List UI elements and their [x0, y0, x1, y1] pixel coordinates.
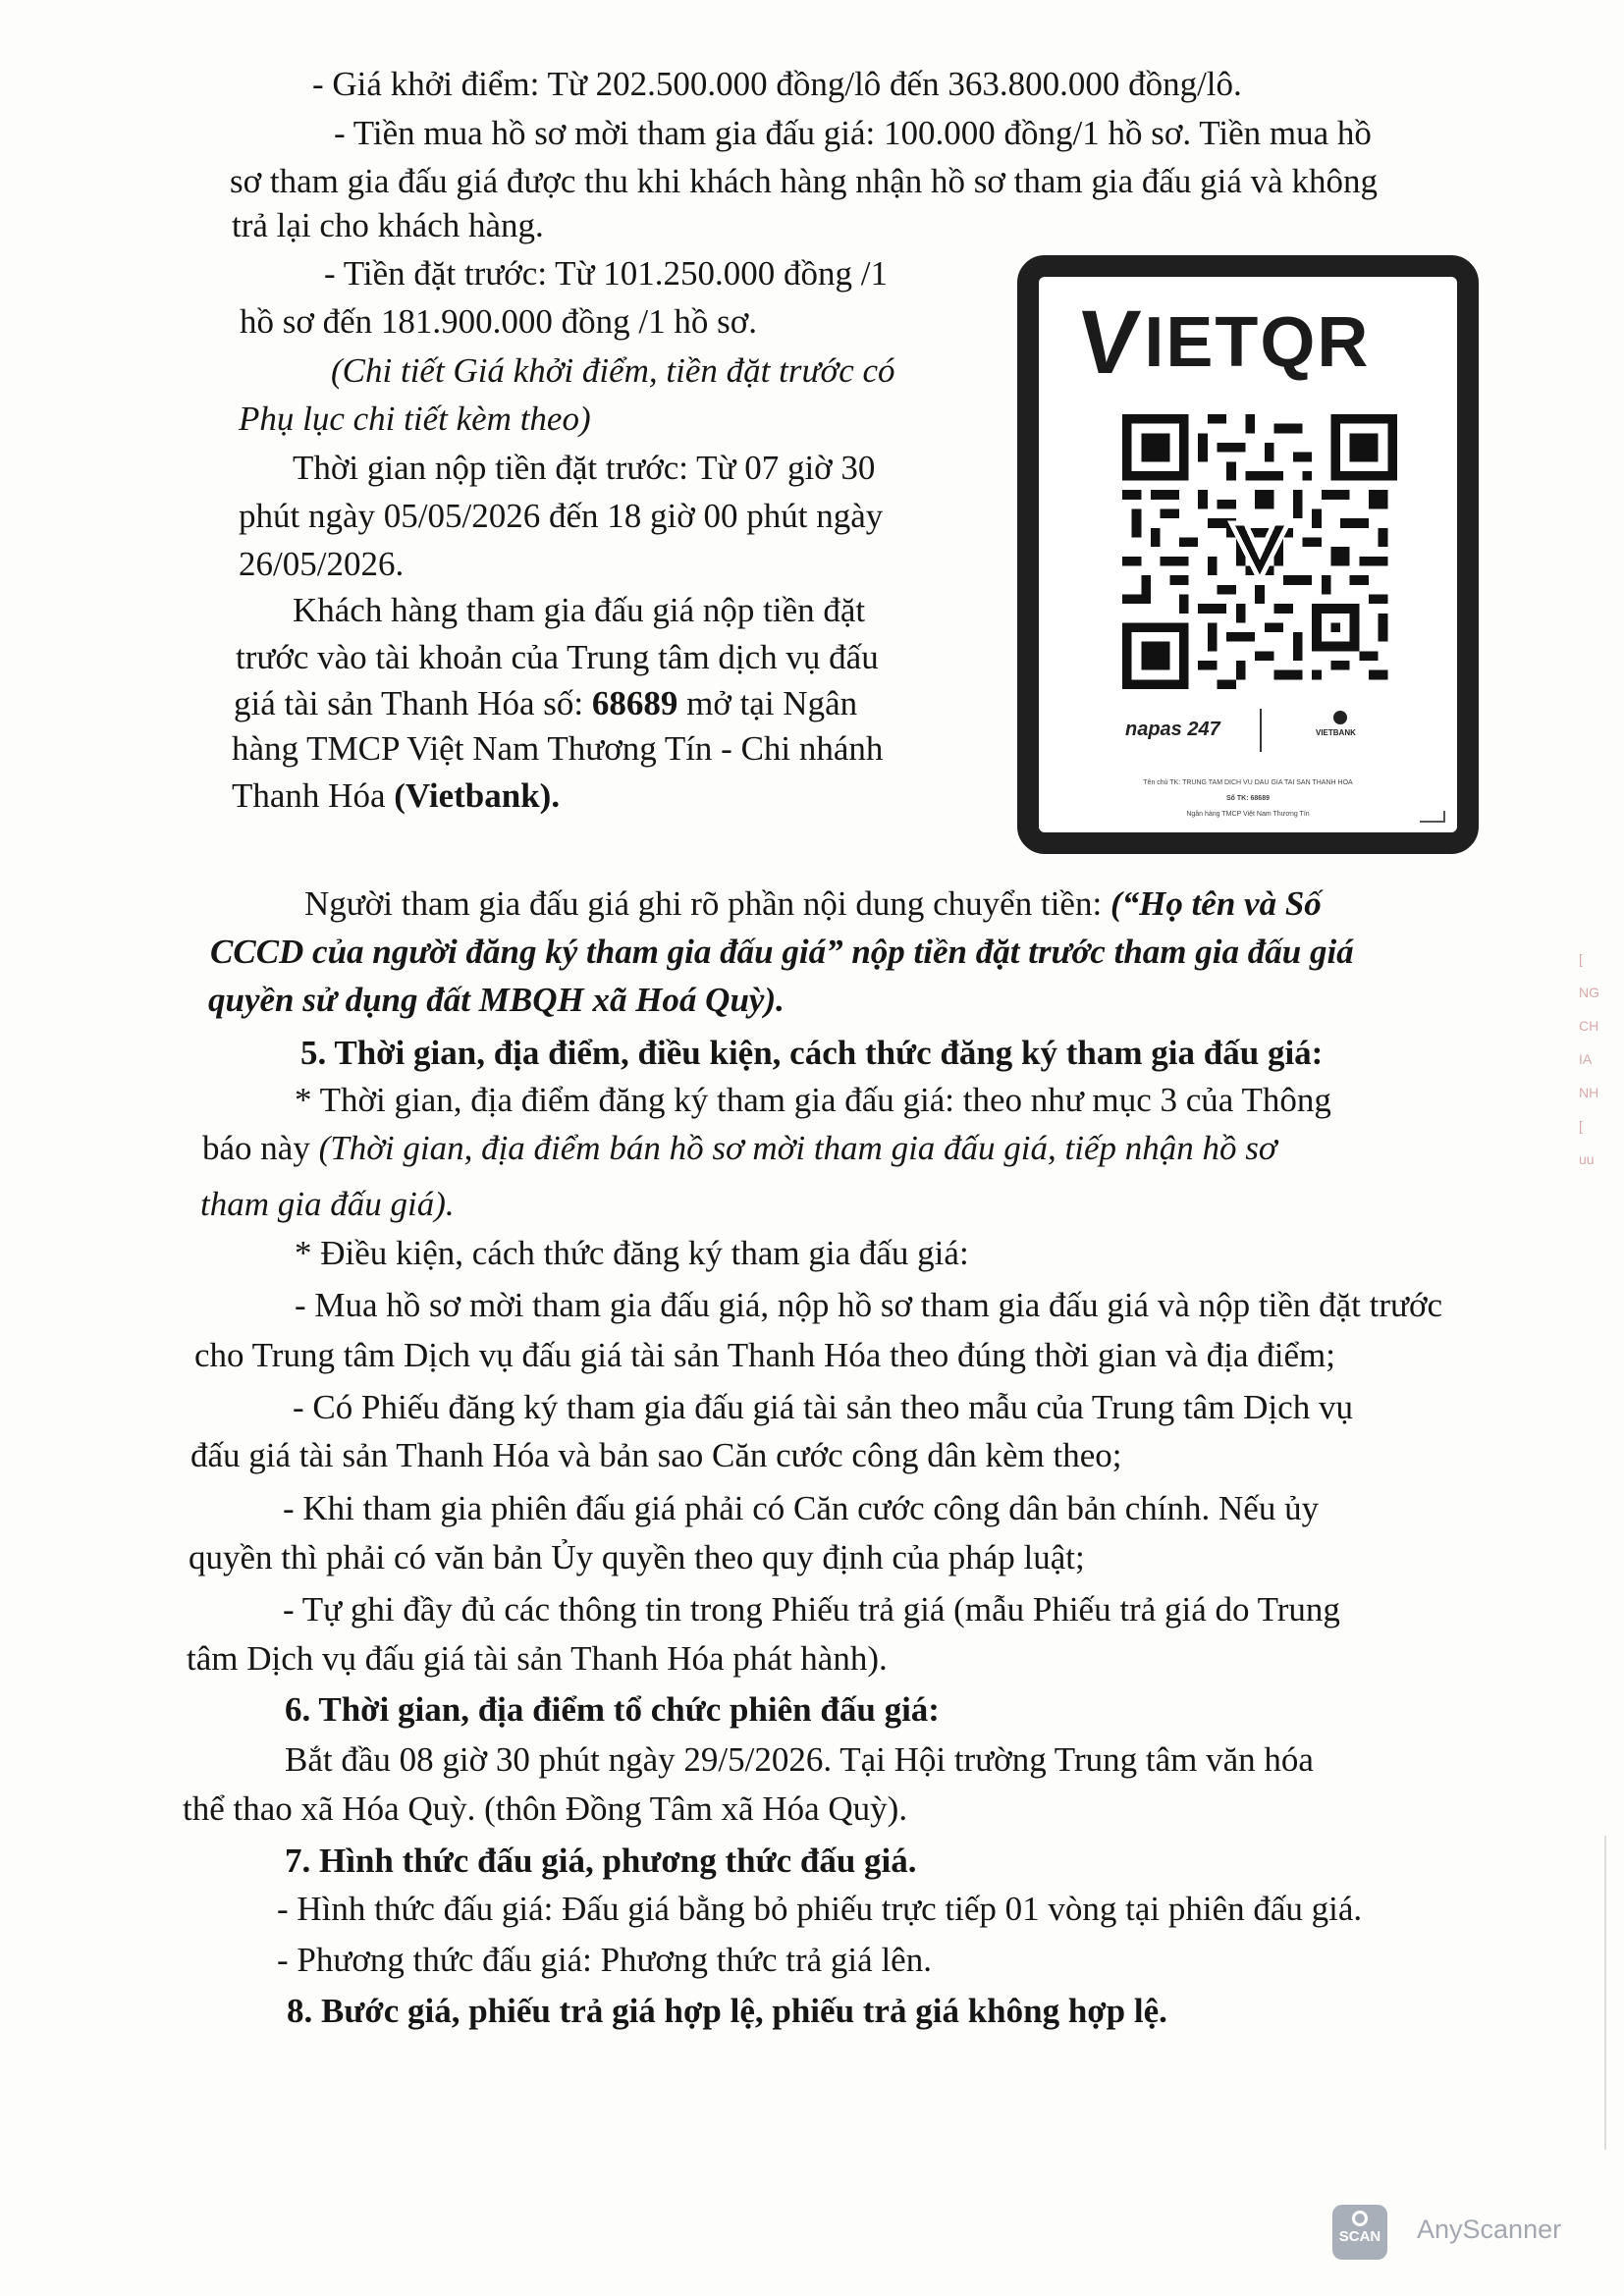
text-line: đấu giá tài sản Thanh Hóa và bản sao Căn cước công dân kèm theo;: [190, 1436, 1122, 1474]
text-line: hàng TMCP Việt Nam Thương Tín - Chi nhánh: [232, 729, 884, 768]
qr-fine-print: Số TK: 68689: [1226, 795, 1270, 802]
margin-stamp-marks: [ NG CH IA NH [ uu: [1579, 951, 1599, 1167]
vietqr-mark: V: [1072, 292, 1146, 393]
text-line: thể thao xã Hóa Quỳ. (thôn Đồng Tâm xã Hóa Quỳ).: [183, 1789, 908, 1828]
scan-icon: SCAN: [1332, 2205, 1387, 2260]
text-line: - Giá khởi điểm: Từ 202.500.000 đồng/lô đến 363.800.000 đồng/lô.: [312, 65, 1242, 103]
section-heading: 6. Thời gian, địa điểm tổ chức phiên đấu giá:: [285, 1690, 940, 1729]
qr-fine-print: Tên chủ TK: TRUNG TAM DICH VU DAU GIA TAI SAN THANH HOA: [1143, 779, 1353, 786]
text-line: - Khi tham gia phiên đấu giá phải có Căn cước công dân bản chính. Nếu ủy: [283, 1489, 1320, 1527]
text-line: - Tiền mua hồ sơ mời tham gia đấu giá: 100.000 đồng/1 hồ sơ. Tiền mua hồ: [334, 114, 1372, 152]
vietqr-logo: V IETQR: [1072, 292, 1371, 393]
text-line: phút ngày 05/05/2026 đến 18 giờ 00 phút ngày: [239, 497, 884, 535]
text-line: Bắt đầu 08 giờ 30 phút ngày 29/5/2026. Tại Hội trường Trung tâm văn hóa: [285, 1740, 1314, 1779]
scanner-brand: AnyScanner: [1417, 2215, 1562, 2244]
text-line: sơ tham gia đấu giá được thu khi khách hàng nhận hồ sơ tham gia đấu giá và không: [230, 162, 1378, 200]
text-line-italic: Phụ lục chi tiết kèm theo): [239, 400, 591, 438]
section-heading: 7. Hình thức đấu giá, phương thức đấu giá.: [285, 1842, 917, 1880]
text-line: Thời gian nộp tiền đặt trước: Từ 07 giờ 30: [293, 449, 876, 487]
qr-code: [1122, 414, 1397, 689]
vietqr-card: [1017, 255, 1479, 854]
text-line: tâm Dịch vụ đấu giá tài sản Thanh Hóa phát hành).: [187, 1639, 888, 1678]
text-line: Khách hàng tham gia đấu giá nộp tiền đặt: [293, 591, 866, 629]
vietbank-logo-icon: [1333, 711, 1347, 724]
bank-name: (Vietbank).: [394, 776, 561, 815]
text-line: - Tự ghi đầy đủ các thông tin trong Phiếu trả giá (mẫu Phiếu trả giá do Trung: [283, 1590, 1340, 1629]
text-line: Người tham gia đấu giá ghi rõ phần nội dung chuyển tiền: (“Họ tên và Số: [304, 884, 1322, 923]
text-line: trả lại cho khách hàng.: [232, 206, 544, 244]
qr-footer: [1039, 699, 1457, 787]
text-line: - Mua hồ sơ mời tham gia đấu giá, nộp hồ sơ tham gia đấu giá và nộp tiền đặt trước: [295, 1286, 1443, 1324]
text-line: trước vào tài khoản của Trung tâm dịch vụ đấu: [236, 638, 879, 676]
section-heading: 8. Bước giá, phiếu trả giá hợp lệ, phiếu trả giá không hợp lệ.: [287, 1992, 1167, 2030]
text-line: cho Trung tâm Dịch vụ đấu giá tài sản Thanh Hóa theo đúng thời gian và địa điểm;: [194, 1336, 1335, 1374]
text-line-italic: (Chi tiết Giá khởi điểm, tiền đặt trước có: [331, 351, 895, 390]
text-line: * Điều kiện, cách thức đăng ký tham gia đấu giá:: [295, 1234, 969, 1272]
qr-fine-print: Ngân hàng TMCP Việt Nam Thương Tín: [1186, 811, 1310, 818]
text-line: quyền thì phải có văn bản Ủy quyền theo quy định của pháp luật;: [189, 1538, 1085, 1576]
text-line: - Hình thức đấu giá: Đấu giá bằng bỏ phiếu trực tiếp 01 vòng tại phiên đấu giá.: [277, 1890, 1363, 1928]
napas-logo: napas 247: [1125, 719, 1220, 740]
text-line: - Phương thức đấu giá: Phương thức trả giá lên.: [277, 1941, 932, 1979]
text-line: Thanh Hóa (Vietbank).: [232, 776, 561, 815]
text-line-bold-italic: quyền sử dụng đất MBQH xã Hoá Quỳ).: [208, 981, 785, 1019]
text-line: - Có Phiếu đăng ký tham gia đấu giá tài sản theo mẫu của Trung tâm Dịch vụ: [293, 1388, 1353, 1426]
margin-line: [1604, 1836, 1606, 2150]
vietbank-logo: VIETBANK: [1316, 728, 1356, 737]
footer-divider: [1260, 709, 1262, 752]
text-line: giá tài sản Thanh Hóa số: 68689 mở tại Ngân: [234, 684, 858, 722]
text-line: 26/05/2026.: [239, 545, 405, 583]
corner-mark: [1420, 811, 1445, 823]
account-number: 68689: [591, 684, 678, 722]
section-heading: 5. Thời gian, địa điểm, điều kiện, cách thức đăng ký tham gia đấu giá:: [300, 1034, 1324, 1072]
text-line: - Tiền đặt trước: Từ 101.250.000 đồng /1: [324, 254, 888, 293]
text-line: hồ sơ đến 181.900.000 đồng /1 hồ sơ.: [240, 302, 758, 341]
text-line-bold-italic: CCCD của người đăng ký tham gia đấu giá” nộp tiền đặt trước tham gia đấu giá: [210, 933, 1354, 971]
text-line: báo này (Thời gian, địa điểm bán hồ sơ mời tham gia đấu giá, tiếp nhận hồ sơ: [202, 1129, 1277, 1167]
text-line-italic: tham gia đấu giá).: [200, 1185, 455, 1223]
text-line: * Thời gian, địa điểm đăng ký tham gia đấu giá: theo như mục 3 của Thông: [295, 1081, 1331, 1119]
